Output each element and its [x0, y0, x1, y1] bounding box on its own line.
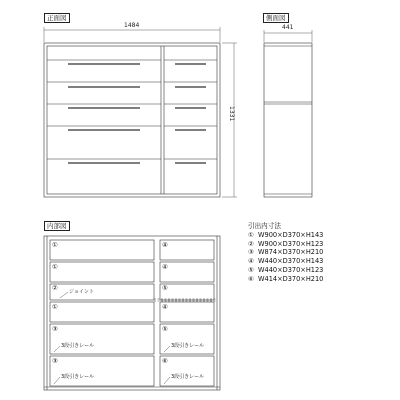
drawer-dimension-row: [248, 231, 323, 240]
drawer-size: W900×D370×H123: [258, 239, 324, 248]
side-view-title: 側面図: [263, 13, 289, 23]
front-width-label: 1484: [124, 22, 140, 29]
drawer-size: W440×D370×H123: [258, 265, 324, 274]
drawer-dimension-row: [248, 240, 323, 249]
marker-left-3: ②: [52, 284, 58, 292]
front-width-dimension: [44, 27, 220, 42]
drawer-dimension-row: [248, 257, 323, 266]
marker-right-2: ④: [162, 263, 168, 271]
side-view-cabinet: [264, 43, 312, 197]
marker-right-5: ⑤: [162, 325, 168, 333]
marker-left-4: ①: [52, 303, 58, 311]
marker-left-1: ①: [52, 241, 58, 249]
drawer-mark: ⑥: [248, 274, 254, 283]
drawer-mark: ⑤: [248, 265, 254, 274]
side-depth-label: 441: [282, 24, 294, 31]
drawer-size: W440×D370×H143: [258, 257, 324, 266]
rail-label-right-upper: 3段引きレール: [171, 343, 205, 349]
marker-left-2: ①: [52, 263, 58, 271]
side-depth-dimension: [264, 30, 312, 42]
marker-left-6: ③: [52, 357, 58, 365]
drawer-dimension-row: [248, 266, 323, 275]
drawer-mark: ②: [248, 239, 254, 248]
marker-right-3: ⑤: [162, 284, 168, 292]
rail-label-left-lower: 3段引きレール: [61, 374, 95, 380]
marker-right-4: ④: [162, 303, 168, 311]
front-height-label: 1331: [228, 106, 235, 122]
rail-label-right-lower: 3段引きレール: [171, 374, 205, 380]
drawer-size: W900×D370×H143: [258, 230, 324, 239]
rail-label-left-upper: 3段引きレール: [61, 343, 95, 349]
marker-right-1: ④: [162, 241, 168, 249]
front-view-cabinet: [44, 43, 220, 197]
drawer-size: W414×D370×H210: [258, 274, 324, 283]
drawer-mark: ③: [248, 248, 254, 257]
joint-label: ジョイント: [69, 289, 94, 295]
drawer-dimension-row: [248, 248, 323, 257]
interior-leaders: [54, 292, 170, 384]
drawer-mark: ④: [248, 257, 254, 266]
drawer-size: W874×D370×H210: [258, 248, 324, 257]
marker-right-6: ⑥: [162, 357, 168, 365]
drawer-dimension-row: [248, 275, 323, 284]
interior-view-cabinet: [44, 236, 220, 390]
interior-view-title: 内部図: [44, 221, 70, 231]
marker-left-5: ③: [52, 325, 58, 333]
front-view-handles: [68, 64, 206, 163]
front-view-title: 正面図: [44, 13, 70, 23]
drawer-dimensions-table: [248, 222, 323, 284]
drawer-mark: ①: [248, 230, 254, 239]
drawer-dimensions-title: 引出内寸法: [248, 222, 281, 230]
